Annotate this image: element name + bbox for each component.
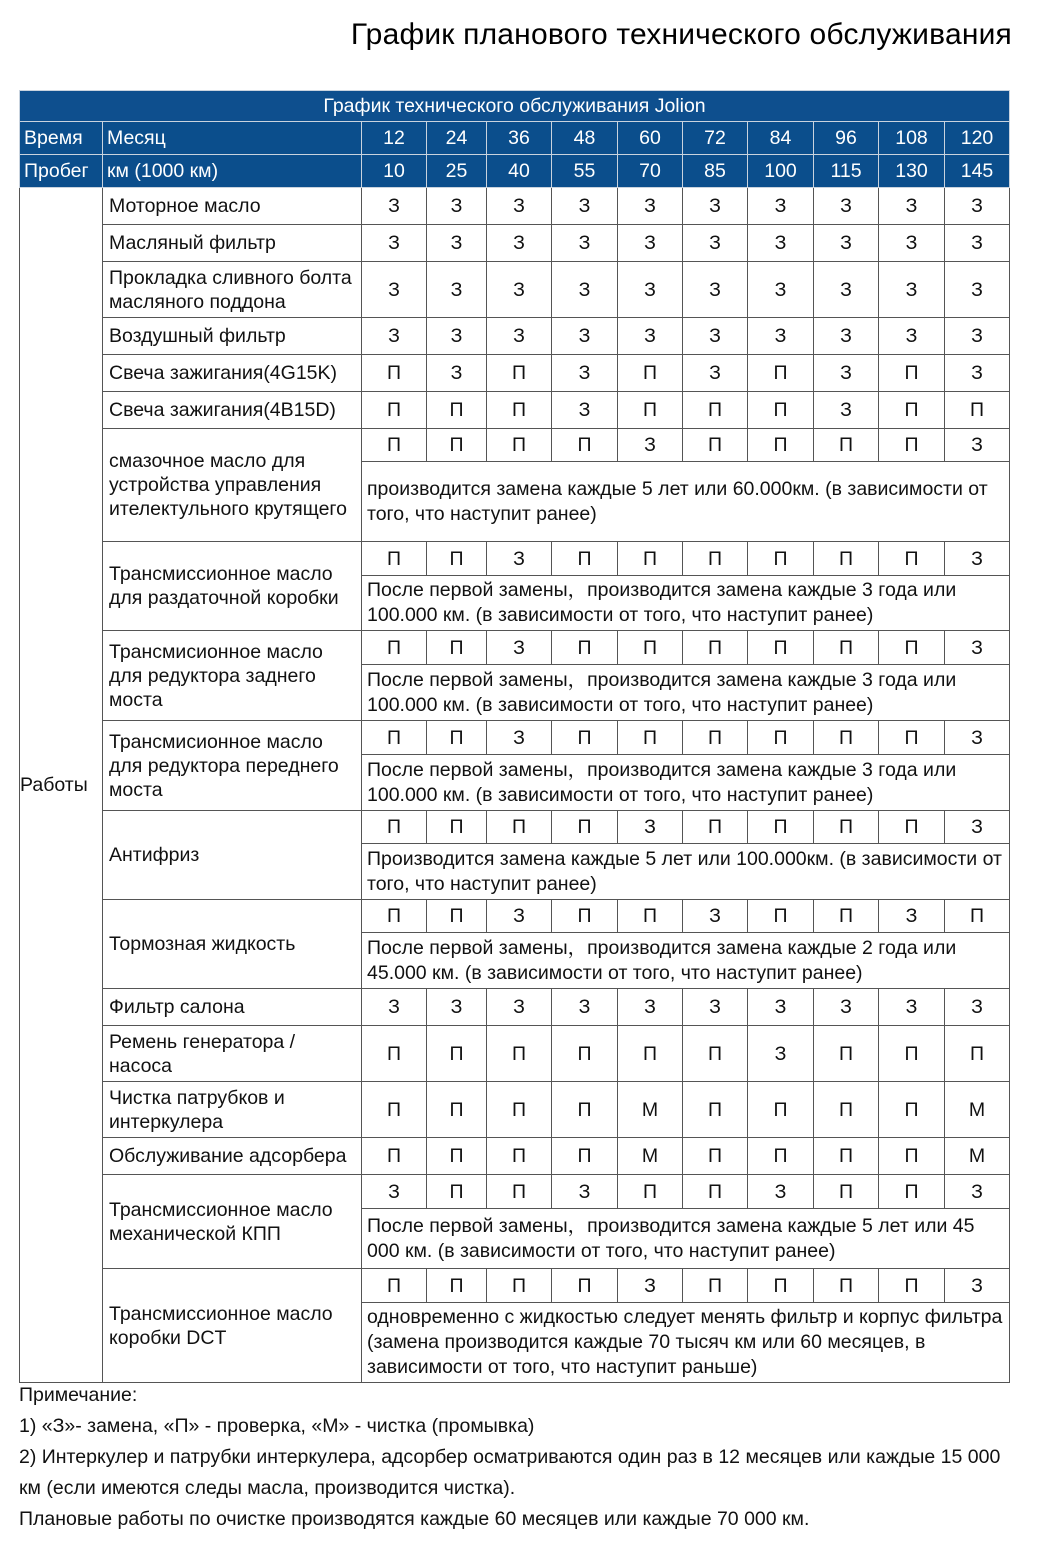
work-item-name: Воздушный фильтр — [103, 318, 362, 355]
schedule-cell: П — [879, 1026, 945, 1082]
schedule-cell: П — [427, 1138, 487, 1175]
schedule-cell: П — [362, 900, 427, 933]
schedule-cell: П — [748, 900, 814, 933]
schedule-cell: З — [879, 262, 945, 318]
schedule-cell: З — [748, 188, 814, 225]
schedule-cell: З — [487, 900, 552, 933]
work-item-name: Чистка патрубков и интеркулера — [103, 1082, 362, 1138]
schedule-cell: З — [879, 188, 945, 225]
schedule-cell: П — [748, 542, 814, 576]
schedule-cell: П — [362, 631, 427, 665]
schedule-cell: З — [427, 225, 487, 262]
mileage-header-row — [20, 155, 1010, 188]
note-heading: Примечание: — [19, 1384, 138, 1406]
schedule-cell: З — [427, 989, 487, 1026]
schedule-cell: П — [879, 1138, 945, 1175]
month-header-row — [20, 122, 1010, 155]
work-item-note: Производится замена каждые 5 лет или 100.000км. (в зависимости от того, что наступит ранее) — [362, 844, 1010, 900]
work-item-name: Трансмиссионное масло механической КПП — [103, 1175, 362, 1269]
mileage-value: 115 — [814, 155, 879, 188]
schedule-cell: П — [487, 429, 552, 462]
schedule-cell: З — [945, 989, 1010, 1026]
schedule-cell: П — [683, 631, 748, 665]
schedule-cell: П — [427, 1269, 487, 1303]
schedule-cell: З — [618, 318, 683, 355]
work-item-note: После первой замены，производится замена каждые 3 года или 100.000 км. (в зависимости от того, что наступит ранее) — [362, 665, 1010, 721]
mileage-value: 100 — [748, 155, 814, 188]
table-row — [20, 631, 1010, 665]
maintenance-schedule-table — [19, 90, 1010, 1383]
schedule-cell: П — [814, 1269, 879, 1303]
schedule-cell: З — [879, 225, 945, 262]
schedule-cell: З — [748, 1026, 814, 1082]
schedule-cell: З — [618, 225, 683, 262]
schedule-cell: П — [487, 392, 552, 429]
schedule-cell: З — [945, 1269, 1010, 1303]
schedule-cell: З — [748, 262, 814, 318]
schedule-cell: З — [683, 355, 748, 392]
schedule-cell: З — [427, 355, 487, 392]
schedule-cell: П — [814, 1082, 879, 1138]
schedule-cell: З — [879, 900, 945, 933]
schedule-cell: П — [683, 721, 748, 755]
schedule-cell: З — [487, 631, 552, 665]
schedule-cell: З — [814, 355, 879, 392]
schedule-cell: З — [814, 318, 879, 355]
schedule-cell: З — [945, 721, 1010, 755]
schedule-cell: П — [552, 631, 618, 665]
schedule-cell: П — [427, 811, 487, 844]
schedule-cell: П — [748, 1082, 814, 1138]
schedule-cell: З — [487, 262, 552, 318]
work-item-name: Свеча зажигания(4G15K) — [103, 355, 362, 392]
schedule-cell: З — [487, 989, 552, 1026]
schedule-cell: З — [945, 631, 1010, 665]
work-item-name: Фильтр салона — [103, 989, 362, 1026]
schedule-cell: П — [487, 1175, 552, 1209]
mileage-value: 130 — [879, 155, 945, 188]
schedule-cell: З — [879, 989, 945, 1026]
work-item-name: Тормозная жидкость — [103, 900, 362, 989]
note-intercooler: 2) Интеркулер и патрубки интеркулера, адсорбер осматриваются один раз в 12 месяцев или каждые 15 000 км (если имеются следы масла, производится чистка). — [19, 1446, 1001, 1499]
schedule-cell: П — [362, 429, 427, 462]
mileage-value: 40 — [487, 155, 552, 188]
table-row — [20, 811, 1010, 844]
schedule-cell: П — [879, 811, 945, 844]
table-row — [20, 262, 1010, 318]
schedule-cell: П — [427, 721, 487, 755]
table-row — [20, 355, 1010, 392]
schedule-cell: П — [879, 429, 945, 462]
schedule-cell: З — [362, 188, 427, 225]
schedule-cell: П — [683, 1026, 748, 1082]
table-row — [20, 1082, 1010, 1138]
schedule-cell: М — [945, 1082, 1010, 1138]
schedule-cell: П — [748, 811, 814, 844]
schedule-cell: З — [945, 318, 1010, 355]
schedule-cell: П — [945, 392, 1010, 429]
month-label: Месяц — [103, 122, 362, 155]
schedule-cell: М — [945, 1138, 1010, 1175]
schedule-cell: З — [879, 318, 945, 355]
table-row — [20, 429, 1010, 462]
schedule-cell: П — [552, 542, 618, 576]
mileage-label: Пробег — [20, 155, 103, 188]
schedule-cell: З — [748, 318, 814, 355]
schedule-cell: М — [618, 1082, 683, 1138]
schedule-cell: П — [618, 721, 683, 755]
schedule-cell: З — [748, 989, 814, 1026]
schedule-cell: З — [552, 355, 618, 392]
schedule-cell: П — [552, 429, 618, 462]
schedule-cell: П — [487, 1138, 552, 1175]
schedule-cell: П — [427, 1082, 487, 1138]
schedule-cell: З — [487, 542, 552, 576]
schedule-cell: П — [748, 429, 814, 462]
schedule-cell: П — [879, 1269, 945, 1303]
schedule-cell: П — [879, 392, 945, 429]
work-item-note: После первой замены，производится замена каждые 3 года или 100.000 км. (в зависимости от того, что наступит ранее) — [362, 755, 1010, 811]
schedule-cell: З — [945, 811, 1010, 844]
schedule-cell: П — [552, 811, 618, 844]
table-row — [20, 721, 1010, 755]
schedule-cell: З — [362, 989, 427, 1026]
month-value: 72 — [683, 122, 748, 155]
schedule-cell: З — [427, 318, 487, 355]
schedule-cell: П — [945, 900, 1010, 933]
table-row — [20, 1026, 1010, 1082]
schedule-cell: П — [879, 542, 945, 576]
schedule-cell: П — [618, 631, 683, 665]
schedule-cell: П — [748, 721, 814, 755]
work-item-name: Ремень генератора / насоса — [103, 1026, 362, 1082]
schedule-cell: З — [552, 188, 618, 225]
schedule-cell: З — [683, 262, 748, 318]
table-row — [20, 318, 1010, 355]
schedule-cell: П — [362, 811, 427, 844]
schedule-cell: З — [362, 318, 427, 355]
schedule-cell: З — [814, 225, 879, 262]
schedule-cell: П — [427, 542, 487, 576]
schedule-cell: П — [683, 392, 748, 429]
schedule-cell: З — [814, 262, 879, 318]
schedule-cell: П — [814, 429, 879, 462]
schedule-cell: П — [814, 900, 879, 933]
schedule-cell: П — [552, 900, 618, 933]
schedule-cell: З — [683, 989, 748, 1026]
schedule-cell: З — [487, 721, 552, 755]
schedule-cell: П — [879, 355, 945, 392]
schedule-cell: З — [814, 989, 879, 1026]
schedule-cell: П — [427, 429, 487, 462]
work-item-note: одновременно с жидкостью следует менять фильтр и корпус фильтра (замена производится каждые 70 тысяч км или 60 месяцев, в зависимости от того, что наступит раньше) — [362, 1303, 1010, 1383]
schedule-cell: П — [427, 392, 487, 429]
table-row — [20, 900, 1010, 933]
month-value: 24 — [427, 122, 487, 155]
schedule-cell: З — [427, 188, 487, 225]
schedule-cell: П — [748, 1138, 814, 1175]
schedule-cell: П — [427, 900, 487, 933]
schedule-cell: П — [362, 392, 427, 429]
schedule-cell: З — [487, 318, 552, 355]
schedule-cell: З — [362, 262, 427, 318]
schedule-cell: П — [683, 1269, 748, 1303]
notes-section — [19, 1380, 1009, 1535]
schedule-cell: З — [683, 225, 748, 262]
works-label: Работы — [20, 188, 103, 1383]
schedule-cell: З — [945, 262, 1010, 318]
schedule-cell: П — [362, 1269, 427, 1303]
schedule-cell: П — [683, 1082, 748, 1138]
table-row — [20, 392, 1010, 429]
month-value: 96 — [814, 122, 879, 155]
schedule-cell: П — [879, 721, 945, 755]
schedule-cell: З — [683, 188, 748, 225]
schedule-cell: П — [683, 542, 748, 576]
work-item-name: смазочное масло для устройства управления ителектульного крутящего — [103, 429, 362, 542]
month-value: 84 — [748, 122, 814, 155]
schedule-cell: З — [487, 188, 552, 225]
work-item-name: Масляный фильтр — [103, 225, 362, 262]
schedule-cell: П — [683, 1138, 748, 1175]
schedule-cell: П — [814, 1138, 879, 1175]
schedule-cell: П — [879, 631, 945, 665]
schedule-cell: П — [879, 1175, 945, 1209]
schedule-cell: П — [683, 811, 748, 844]
schedule-cell: П — [487, 1082, 552, 1138]
schedule-cell: П — [427, 1026, 487, 1082]
month-value: 36 — [487, 122, 552, 155]
schedule-cell: П — [552, 1269, 618, 1303]
work-item-name: Обслуживание адсорбера — [103, 1138, 362, 1175]
work-item-note: После первой замены，производится замена каждые 2 года или 45.000 км. (в зависимости от того, что наступит ранее) — [362, 933, 1010, 989]
schedule-cell: П — [748, 355, 814, 392]
mileage-value: 10 — [362, 155, 427, 188]
work-item-name: Антифриз — [103, 811, 362, 900]
schedule-cell: З — [945, 1175, 1010, 1209]
schedule-cell: З — [945, 188, 1010, 225]
work-item-note: производится замена каждые 5 лет или 60.000км. (в зависимости от того, что наступит ранее) — [362, 462, 1010, 542]
schedule-cell: П — [748, 1269, 814, 1303]
table-row — [20, 188, 1010, 225]
schedule-cell: З — [618, 429, 683, 462]
month-value: 48 — [552, 122, 618, 155]
note-legend: 1) «З»- замена, «П» - проверка, «М» - чистка (промывка) — [19, 1415, 535, 1437]
schedule-cell: П — [748, 392, 814, 429]
work-item-name: Трансмиссионное масло коробки DCT — [103, 1269, 362, 1383]
table-row — [20, 989, 1010, 1026]
schedule-cell: З — [945, 429, 1010, 462]
schedule-cell: П — [362, 355, 427, 392]
work-item-name: Прокладка сливного болта масляного поддона — [103, 262, 362, 318]
schedule-cell: П — [487, 355, 552, 392]
schedule-cell: П — [427, 1175, 487, 1209]
schedule-cell: З — [814, 188, 879, 225]
schedule-cell: З — [814, 392, 879, 429]
schedule-cell: З — [618, 989, 683, 1026]
schedule-cell: П — [618, 355, 683, 392]
schedule-cell: З — [618, 262, 683, 318]
schedule-cell: З — [683, 318, 748, 355]
schedule-cell: З — [552, 318, 618, 355]
schedule-cell: З — [945, 355, 1010, 392]
schedule-cell: П — [618, 542, 683, 576]
schedule-cell: П — [814, 631, 879, 665]
schedule-cell: П — [552, 721, 618, 755]
schedule-cell: З — [945, 225, 1010, 262]
month-value: 60 — [618, 122, 683, 155]
schedule-cell: З — [552, 392, 618, 429]
schedule-cell: З — [552, 989, 618, 1026]
work-item-note: После первой замены，производится замена каждые 5 лет или 45 000 км. (в зависимости от того, что наступит ранее) — [362, 1209, 1010, 1269]
schedule-cell: П — [618, 900, 683, 933]
mileage-value: 25 — [427, 155, 487, 188]
work-item-name: Трансмисионное масло для редуктора переднего моста — [103, 721, 362, 811]
work-item-name: Трансмиссионное масло для раздаточной коробки — [103, 542, 362, 631]
schedule-cell: П — [362, 1026, 427, 1082]
mileage-value: 145 — [945, 155, 1010, 188]
schedule-cell: П — [814, 1175, 879, 1209]
schedule-cell: П — [814, 811, 879, 844]
schedule-cell: П — [362, 721, 427, 755]
schedule-cell: П — [362, 542, 427, 576]
table-caption-row — [20, 91, 1010, 122]
schedule-cell: П — [814, 1026, 879, 1082]
table-row — [20, 1175, 1010, 1209]
schedule-cell: З — [427, 262, 487, 318]
note-cleaning: Плановые работы по очистке производятся каждые 60 месяцев или каждые 70 000 км. — [19, 1508, 810, 1530]
schedule-cell: П — [618, 1026, 683, 1082]
schedule-cell: З — [618, 188, 683, 225]
schedule-cell: З — [683, 900, 748, 933]
schedule-cell: П — [427, 631, 487, 665]
table-row — [20, 225, 1010, 262]
month-value: 108 — [879, 122, 945, 155]
work-item-note: После первой замены，производится замена каждые 3 года или 100.000 км. (в зависимости от того, что наступит ранее) — [362, 576, 1010, 631]
schedule-cell: П — [552, 1026, 618, 1082]
schedule-cell: З — [362, 1175, 427, 1209]
schedule-cell: П — [487, 1026, 552, 1082]
page-title: График планового технического обслуживания — [350, 18, 1012, 51]
table-caption: График технического обслуживания Jolion — [20, 91, 1010, 122]
schedule-cell: З — [552, 1175, 618, 1209]
mileage-value: 85 — [683, 155, 748, 188]
schedule-cell: З — [487, 225, 552, 262]
schedule-cell: М — [618, 1138, 683, 1175]
schedule-cell: П — [945, 1026, 1010, 1082]
schedule-cell: П — [814, 721, 879, 755]
schedule-cell: П — [362, 1138, 427, 1175]
schedule-cell: З — [618, 1269, 683, 1303]
schedule-cell: З — [552, 225, 618, 262]
km-label: км (1000 км) — [103, 155, 362, 188]
schedule-cell: П — [618, 392, 683, 429]
schedule-cell: П — [552, 1082, 618, 1138]
schedule-cell: П — [362, 1082, 427, 1138]
month-value: 120 — [945, 122, 1010, 155]
schedule-cell: П — [683, 1175, 748, 1209]
month-value: 12 — [362, 122, 427, 155]
schedule-cell: П — [552, 1138, 618, 1175]
table-row — [20, 542, 1010, 576]
schedule-cell: З — [945, 542, 1010, 576]
schedule-cell: П — [618, 1175, 683, 1209]
schedule-cell: З — [552, 262, 618, 318]
schedule-cell: П — [748, 631, 814, 665]
mileage-value: 70 — [618, 155, 683, 188]
schedule-cell: П — [487, 1269, 552, 1303]
schedule-cell: З — [362, 225, 427, 262]
work-item-name: Трансмисионное масло для редуктора заднего моста — [103, 631, 362, 721]
work-item-name: Моторное масло — [103, 188, 362, 225]
schedule-cell: П — [487, 811, 552, 844]
table-row — [20, 1138, 1010, 1175]
time-label: Время — [20, 122, 103, 155]
schedule-cell: П — [683, 429, 748, 462]
schedule-cell: З — [748, 225, 814, 262]
table-row — [20, 1269, 1010, 1303]
mileage-value: 55 — [552, 155, 618, 188]
schedule-cell: П — [814, 542, 879, 576]
work-item-name: Свеча зажигания(4B15D) — [103, 392, 362, 429]
schedule-cell: З — [618, 811, 683, 844]
schedule-cell: З — [748, 1175, 814, 1209]
schedule-cell: П — [879, 1082, 945, 1138]
